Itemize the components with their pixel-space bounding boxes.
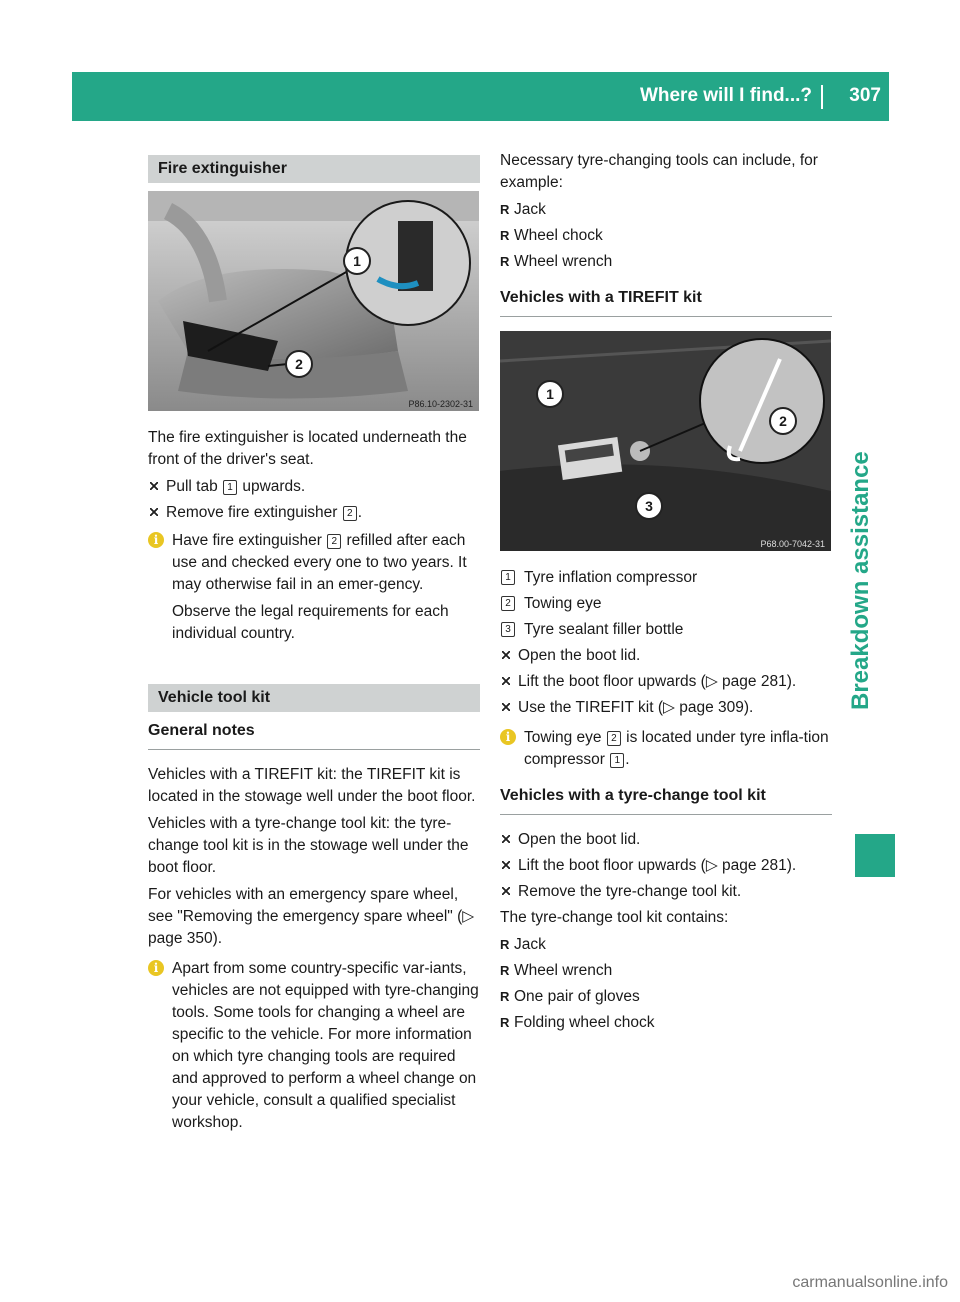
info-note-refill: i Have fire extinguisher 2 refilled after each use and checked every one to two years. It may otherwise fail in an emer-gency. Observe the legal requirements for each individual country. [148, 530, 480, 645]
right-column [500, 150, 832, 1038]
callout-1: 1 [536, 380, 564, 408]
figure-code: P68.00-7042-31 [760, 539, 825, 549]
fire-extinguisher-illustration [148, 191, 479, 411]
list-item: R One pair of gloves [500, 986, 832, 1008]
list-item: R Jack [500, 934, 832, 956]
info-icon: i [148, 532, 164, 548]
step-remove-kit: Remove the tyre-change tool kit. [500, 881, 832, 903]
side-tab-label: Breakdown assistance [847, 451, 874, 710]
figure-tirefit [500, 331, 831, 551]
info-note-variants: i Apart from some country-specific var-iants, vehicles are not equipped with tyre-changing tools. Some tools for changing a wheel are specific to the vehicle. For more information on which tyre changing tools are required and approved to perform a wheel change on your vehicle, consult a qualified specialist workshop. [148, 958, 480, 1134]
general-note-tirefit: Vehicles with a TIREFIT kit: the TIREFIT kit is located in the stowage well under the boot floor. [148, 766, 476, 805]
step-use-tirefit: Use the TIREFIT kit (▷ page 309). [500, 697, 832, 719]
left-column [148, 155, 480, 1138]
step-lift-floor: Lift the boot floor upwards (▷ page 281). [500, 671, 832, 693]
list-item: R Jack [500, 199, 832, 221]
general-note-tyre-change: Vehicles with a tyre-change tool kit: the tyre-change tool kit is in the stowage well under the boot floor. [148, 815, 469, 876]
callout-2: 2 [769, 407, 797, 435]
figure-code: P86.10-2302-31 [408, 399, 473, 409]
legend-item: 3 Tyre sealant filler bottle [500, 619, 832, 641]
list-item: R Wheel chock [500, 225, 832, 247]
list-item: R Wheel wrench [500, 251, 832, 273]
page-number: 307 [849, 85, 881, 106]
list-item: R Wheel wrench [500, 960, 832, 982]
callout-1: 1 [343, 247, 371, 275]
list-item: R Folding wheel chock [500, 1012, 832, 1034]
figure-fire-extinguisher [148, 191, 479, 411]
legend-item: 1 Tyre inflation compressor [500, 567, 832, 589]
tools-intro-text: Necessary tyre-changing tools can include, for example: [500, 152, 818, 191]
watermark: carmanualsonline.info [792, 1274, 948, 1291]
info-icon: i [500, 729, 516, 745]
header-divider [821, 85, 823, 109]
callout-3: 3 [635, 492, 663, 520]
step-pull-tab: Pull tab 1 upwards. [148, 476, 480, 498]
step-open-boot: Open the boot lid. [500, 645, 832, 667]
step-open-boot: Open the boot lid. [500, 829, 832, 851]
ref-number: 2 [327, 534, 341, 549]
ref-number: 2 [343, 506, 357, 521]
fire-location-text: The fire extinguisher is located underneath the front of the driver's seat. [148, 429, 467, 468]
subheading-tirefit: Vehicles with a TIREFIT kit [500, 287, 832, 317]
tirefit-illustration [500, 331, 831, 551]
info-note-towing-eye: i Towing eye 2 is located under tyre infla-tion compressor 1 . [500, 727, 832, 771]
legend-item: 2 Towing eye [500, 593, 832, 615]
kit-contents-intro: The tyre-change tool kit contains: [500, 909, 729, 926]
callout-2: 2 [285, 350, 313, 378]
general-note-spare-wheel: For vehicles with an emergency spare wheel, see "Removing the emergency spare wheel" (▷ page 350). [148, 886, 475, 947]
subheading-general-notes: General notes [148, 720, 480, 750]
step-lift-floor: Lift the boot floor upwards (▷ page 281). [500, 855, 832, 877]
subheading-tyre-change: Vehicles with a tyre-change tool kit [500, 785, 832, 815]
info-icon: i [148, 960, 164, 976]
ref-number: 1 [223, 480, 237, 495]
section-fire-extinguisher: Fire extinguisher [148, 155, 480, 183]
section-vehicle-tool-kit: Vehicle tool kit [148, 684, 480, 712]
chapter-title: Where will I find...? [639, 85, 812, 106]
page-header [72, 72, 889, 121]
side-tab-marker [855, 834, 895, 877]
step-remove-extinguisher: Remove fire extinguisher 2 . [148, 502, 480, 524]
info-note-legal: Observe the legal requirements for each individual country. [172, 603, 449, 642]
